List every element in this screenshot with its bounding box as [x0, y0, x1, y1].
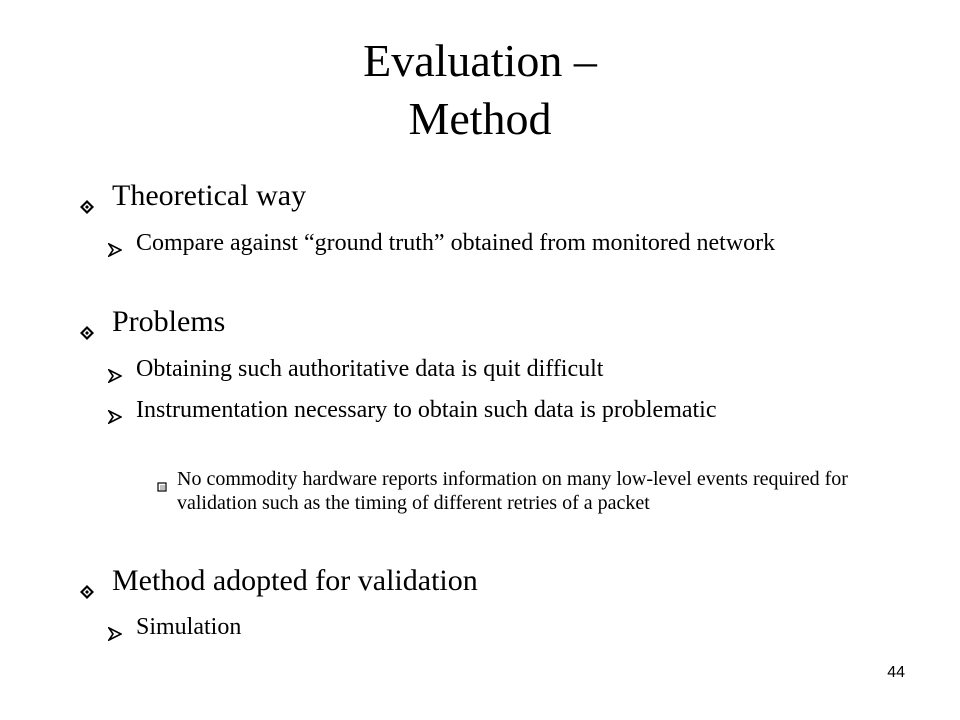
bullet-text: No commodity hardware reports information on many low-level events required for validation such as the timing of different retries of a packet	[177, 468, 848, 514]
slide-number: 44	[887, 664, 905, 681]
diamond-bullet-icon	[80, 305, 112, 348]
square-bullet-icon	[157, 467, 177, 498]
bullet-text: Theoretical way	[112, 179, 307, 212]
bullet-item-level3	[157, 467, 905, 515]
bullet-text: Method adopted for validation	[112, 564, 478, 597]
arrow-bullet-icon	[108, 229, 136, 264]
diamond-bullet-icon	[80, 564, 112, 607]
bullet-item-level2	[108, 229, 900, 264]
bullet-item-level2	[108, 613, 900, 648]
arrow-bullet-icon	[108, 613, 136, 648]
bullet-text: Compare against “ground truth” obtained from monitored network	[136, 230, 776, 256]
bullet-text: Problems	[112, 305, 226, 338]
bullet-item-level1	[80, 179, 900, 222]
arrow-bullet-icon	[108, 355, 136, 390]
bullet-item-level1	[80, 564, 900, 607]
slide-title	[0, 32, 960, 148]
bullet-text: Instrumentation necessary to obtain such data is problematic	[136, 397, 717, 423]
bullet-text: Simulation	[136, 614, 242, 640]
bullet-text: Obtaining such authoritative data is quit difficult	[136, 356, 604, 382]
arrow-bullet-icon	[108, 396, 136, 431]
slide-title-line-2: Method	[408, 93, 552, 144]
bullet-item-level2	[108, 396, 900, 431]
diamond-bullet-icon	[80, 179, 112, 222]
bullet-item-level1	[80, 305, 900, 348]
slide-title-line-1: Evaluation –	[363, 35, 597, 86]
bullet-item-level2	[108, 355, 900, 390]
